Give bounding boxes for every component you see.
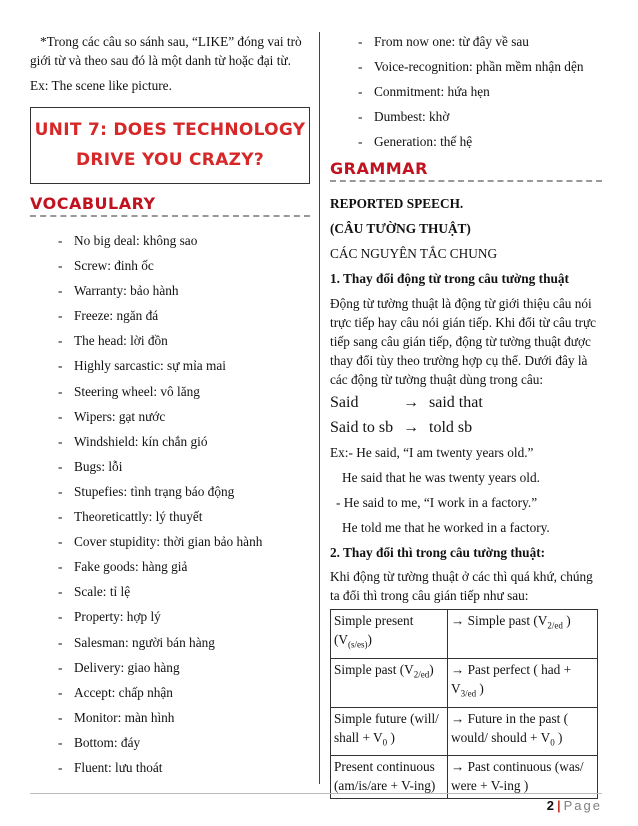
vocab-item: - Dumbest: khờ <box>330 107 602 126</box>
vocab-item: - Generation: thế hệ <box>330 132 602 151</box>
vocab-item: - Fake goods: hàng giả <box>30 557 310 576</box>
table-row <box>331 707 598 756</box>
vocab-item: - Windshield: kín chắn gió <box>30 432 310 451</box>
section2-text: Khi động từ tường thuật ở các thì quá khứ, chúng ta đổi thì trong câu gián tiếp như sau: <box>330 569 593 604</box>
example-line: He told me that he worked in a factory. <box>342 520 550 536</box>
unit-title-box <box>30 107 310 184</box>
heading-dashed-rule <box>30 215 310 217</box>
verb-from: Said <box>330 394 359 412</box>
verb-to: said that <box>429 394 483 412</box>
section1-heading: 1. Thay đổi động từ trong câu tường thuật <box>330 271 569 287</box>
verb-from: Said to sb <box>330 419 394 437</box>
tense-from: Simple present $(V_{(s/es)})$ <box>331 610 448 659</box>
tense-from: Present continuous (am/is/are + V-ing) <box>331 756 448 799</box>
vocab-item: - Bugs: lỗi <box>30 457 310 476</box>
vocab-item: - Salesman: người bán hàng <box>30 633 310 652</box>
vocab-list-right <box>330 32 602 151</box>
tense-to: → Past perfect ( had + $V_{3/ed}$ ) <box>448 659 598 708</box>
vocab-item: - Wipers: gạt nước <box>30 407 310 426</box>
table-row <box>331 659 598 708</box>
vocab-item: - Voice-recognition: phần mềm nhận dện <box>330 57 602 76</box>
tense-from: Simple past $(V_{2/ed})$ <box>331 659 448 708</box>
vocab-item: - Screw: đinh ốc <box>30 256 310 275</box>
section2-heading: 2. Thay đổi thì trong câu tường thuật: <box>330 545 546 561</box>
verb-to: told sb <box>429 419 473 437</box>
vocab-item: - No big deal: không sao <box>30 231 310 250</box>
tense-to: → Future in the past ( would/ should + $V_0$ ) <box>448 707 598 756</box>
vocab-item: - The head: lời đồn <box>30 331 310 350</box>
vocab-item: - Bottom: đáy <box>30 733 310 752</box>
unit-title-line1: UNIT 7: DOES TECHNOLOGY <box>34 120 306 140</box>
vocab-item: - Stupefies: tình trạng báo động <box>30 482 310 501</box>
table-row <box>331 610 598 659</box>
column-divider <box>319 32 320 784</box>
vocab-item: - Cover stupidity: thời gian bảo hành <box>30 532 310 551</box>
grammar-heading-wrap <box>330 159 602 182</box>
verb-pair-2 <box>330 419 602 437</box>
heading-dashed-rule <box>330 180 602 182</box>
vocab-item: - Warranty: bảo hành <box>30 281 310 300</box>
tense-to: → Past continuous (was/ were + V-ing ) <box>448 756 598 799</box>
tense-table <box>330 609 598 799</box>
page-label: Page <box>563 798 602 813</box>
left-column <box>30 32 310 783</box>
vocab-item: - Freeze: ngăn đá <box>30 306 310 325</box>
arrow-icon: → <box>403 419 419 437</box>
topic-title: REPORTED SPEECH. <box>330 196 464 212</box>
vocab-list-left <box>30 231 310 777</box>
vocab-item: - Monitor: màn hình <box>30 708 310 727</box>
vocab-item: - Delivery: giao hàng <box>30 658 310 677</box>
vocab-item: - Conmitment: hứa hẹn <box>330 82 602 101</box>
vocabulary-heading: VOCABULARY <box>30 194 156 213</box>
grammar-heading: GRAMMAR <box>330 159 428 179</box>
principles-label: CÁC NGUYÊN TẮC CHUNG <box>330 246 498 262</box>
vocab-item: - Fluent: lưu thoát <box>30 758 310 777</box>
example-text: Ex: The scene like picture. <box>30 78 172 93</box>
vocab-item: - Accept: chấp nhận <box>30 683 310 702</box>
vocab-heading-wrap <box>30 194 310 217</box>
vocab-item: - From now one: từ đây về sau <box>330 32 602 51</box>
footer-rule <box>30 793 602 794</box>
section1-text: Động từ tường thuật là động từ giới thiệu câu nói trực tiếp hay câu nói gián tiếp. Khi đổi từ câu trực tiếp sang câu gián tiếp, động từ tường thuật được thay đổi tùy theo trường hợp cụ thể. Dưới đây là các động từ tường thuật dùng trong câu: <box>330 296 597 388</box>
tense-to: → Simple past ($V_{2/ed}$ ) <box>448 610 598 659</box>
verb-pair-1 <box>330 394 602 412</box>
vocab-item: - Steering wheel: vô lăng <box>30 382 310 401</box>
vocab-item: - Highly sarcastic: sự mỉa mai <box>30 356 310 375</box>
arrow-icon: → <box>403 394 419 412</box>
vocab-item: - Theoreticattly: lý thuyết <box>30 507 310 526</box>
footer-separator: | <box>556 798 561 813</box>
example-line: Ex:- He said, “I am twenty years old.” <box>330 445 534 461</box>
page-number: 2 <box>546 798 554 813</box>
vocab-item: - Scale: tỉ lệ <box>30 582 310 601</box>
example-line: - He said to me, “I work in a factory.” <box>336 495 538 511</box>
right-column <box>330 32 602 799</box>
unit-title-line2: DRIVE YOU CRAZY? <box>75 150 265 170</box>
page-footer <box>547 798 602 813</box>
topic-title-vi: (CÂU TƯỜNG THUẬT) <box>330 221 471 237</box>
vocab-item: - Property: hợp lý <box>30 607 310 626</box>
example-line: He said that he was twenty years old. <box>342 470 540 486</box>
intro-text: *Trong các câu so sánh sau, “LIKE” đóng vai trò giới từ và theo sau đó là một danh từ hoặc đại từ. <box>30 34 302 68</box>
tense-from: Simple future (will/ shall + $V_0$ ) <box>331 707 448 756</box>
